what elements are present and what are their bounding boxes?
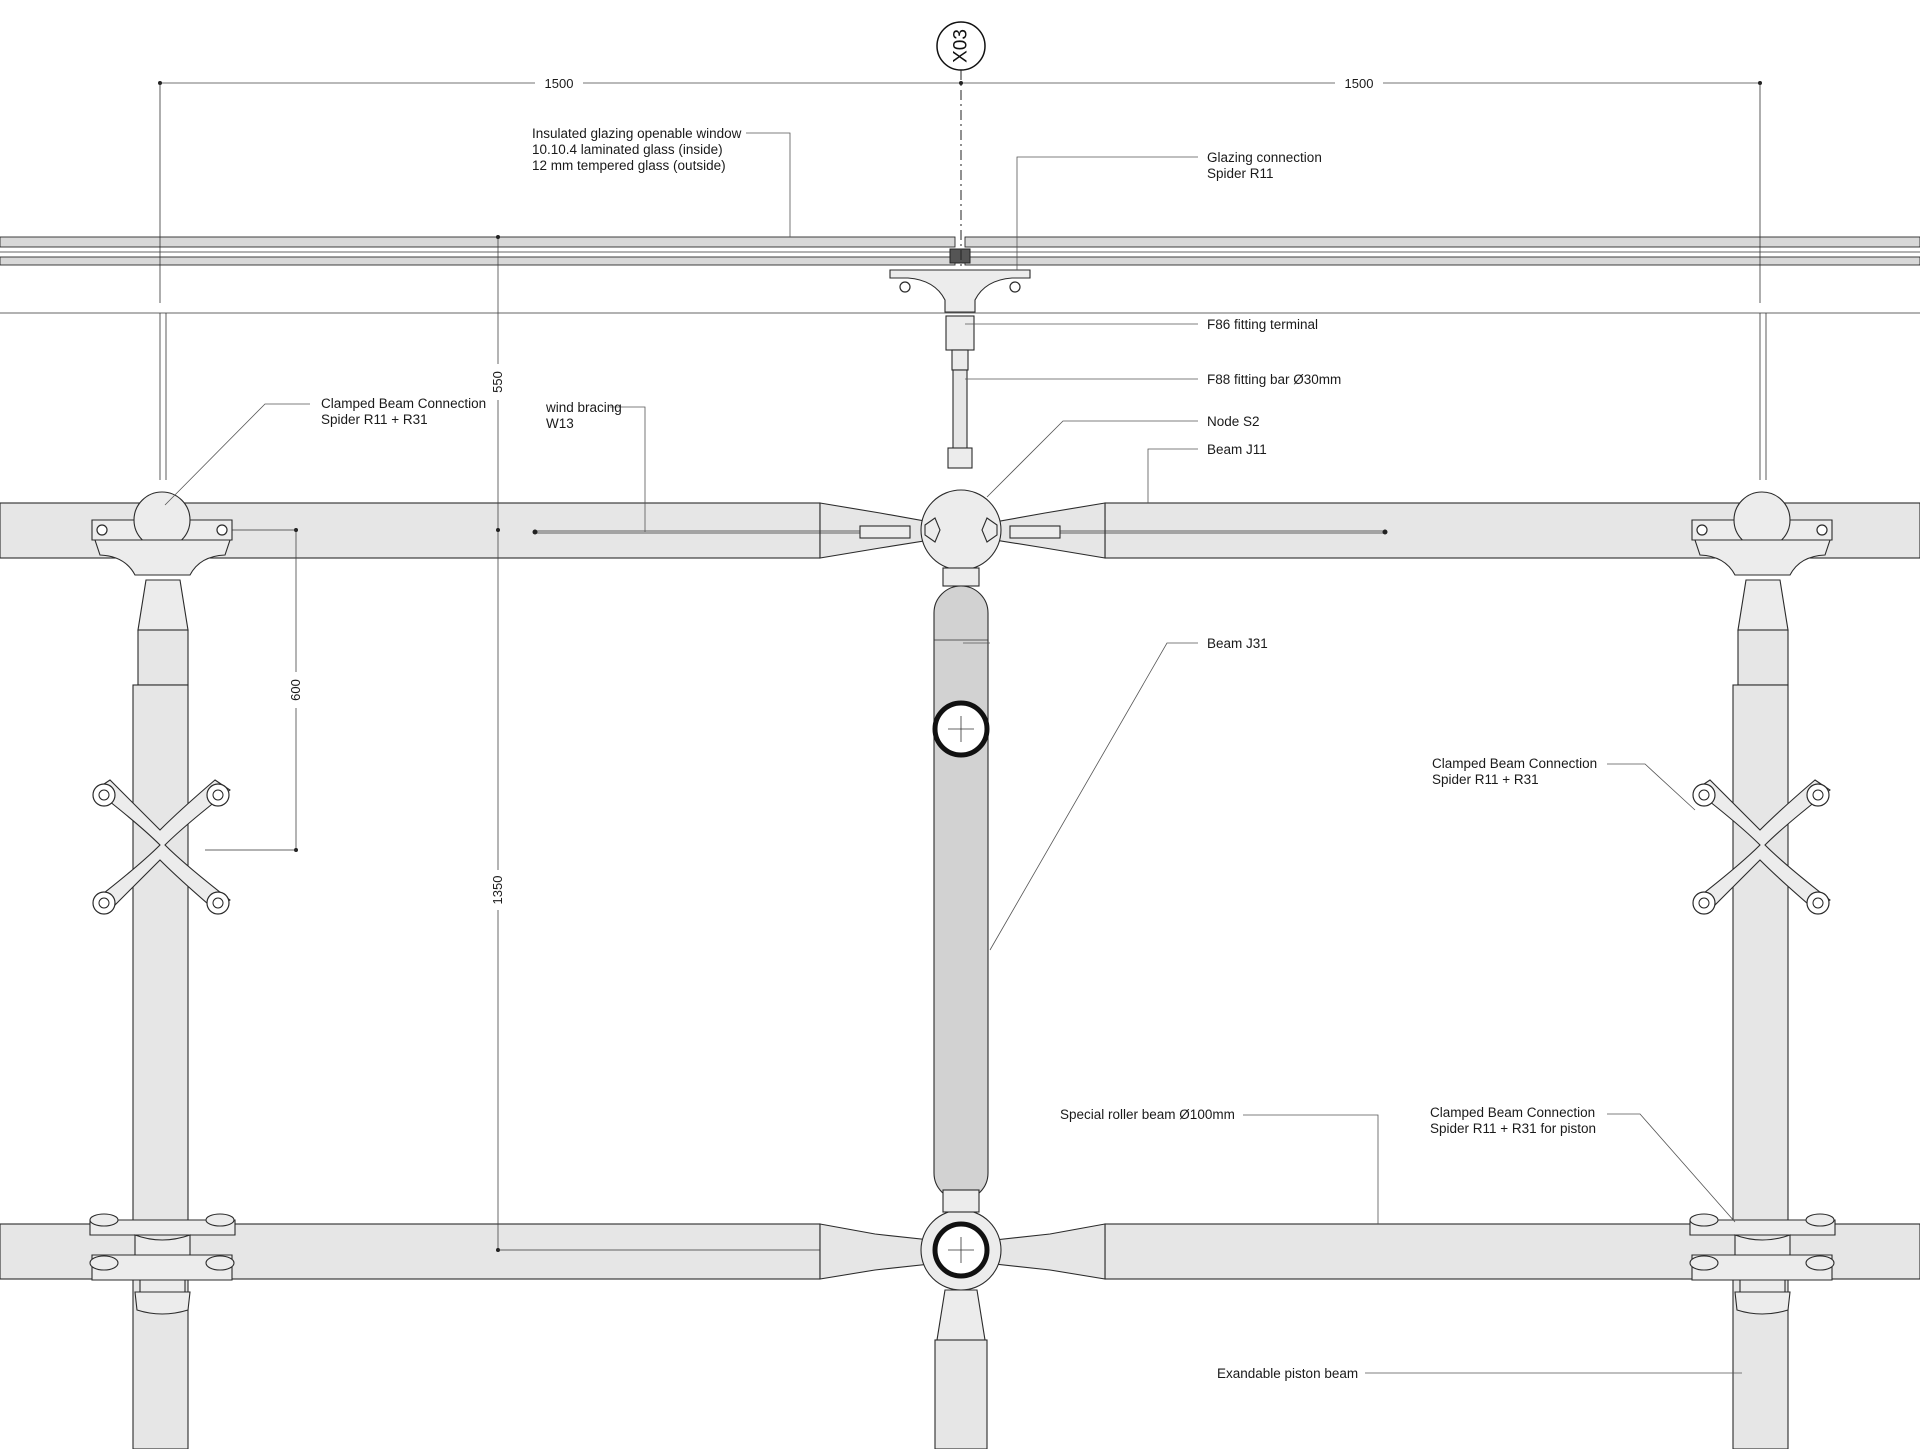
dimension-vertical-left	[488, 235, 820, 1252]
label-node-s2: Node S2	[1207, 414, 1260, 429]
label-clamped-right	[1432, 756, 1597, 787]
svg-text:Spider R11 + R31: Spider R11 + R31	[1432, 772, 1539, 787]
label-f86: F86 fitting terminal	[1207, 317, 1319, 332]
glazing-spider-r11	[890, 270, 1030, 468]
label-clamped-piston	[1430, 1105, 1596, 1136]
clamp-right-bottom	[1690, 1214, 1835, 1314]
label-roller-beam: Special roller beam Ø100mm	[1060, 1107, 1235, 1122]
svg-text:12 mm tempered glass (outside): 12 mm tempered glass (outside)	[532, 158, 726, 173]
node-s2	[921, 490, 1001, 586]
dim-550: 550	[490, 371, 505, 393]
dimension-top	[158, 74, 1762, 303]
svg-text:Clamped Beam Connection: Clamped Beam Connection	[1430, 1105, 1596, 1120]
label-clamped-left	[321, 396, 486, 427]
svg-text:Clamped Beam Connection: Clamped Beam Connection	[321, 396, 487, 411]
bottom-node	[921, 1190, 1001, 1449]
svg-text:W13: W13	[546, 416, 574, 431]
label-beam-j31: Beam J31	[1207, 636, 1268, 651]
svg-text:10.10.4 laminated glass (insid: 10.10.4 laminated glass (inside)	[532, 142, 723, 157]
svg-text:Insulated glazing openable win: Insulated glazing openable window	[532, 126, 742, 141]
label-glazing-connection	[1207, 150, 1322, 181]
svg-text:Spider R11 + R31: Spider R11 + R31	[321, 412, 428, 427]
label-f88: F88 fitting bar Ø30mm	[1207, 372, 1342, 387]
dim-600: 600	[288, 679, 303, 701]
label-beam-j11: Beam J11	[1207, 442, 1267, 457]
beam-j31	[934, 586, 988, 1200]
grid-axis-x03	[937, 22, 985, 270]
svg-text:Spider R11: Spider R11	[1207, 166, 1274, 181]
label-wind-bracing	[545, 400, 622, 431]
svg-text:wind bracing: wind bracing	[546, 400, 622, 415]
dim-top-right: 1500	[1344, 76, 1374, 91]
label-piston-beam: Exandable piston beam	[1217, 1366, 1359, 1381]
svg-text:Spider R11 + R31 for piston: Spider R11 + R31 for piston	[1430, 1121, 1596, 1136]
dim-top-left: 1500	[544, 76, 574, 91]
grid-tag-label: X03	[950, 29, 972, 63]
label-glazing-window	[532, 126, 742, 173]
svg-text:Glazing connection: Glazing connection	[1207, 150, 1322, 165]
clamp-left-bottom	[90, 1214, 235, 1314]
svg-text:Clamped Beam Connection: Clamped Beam Connection	[1432, 756, 1598, 771]
dim-1350: 1350	[490, 875, 505, 905]
